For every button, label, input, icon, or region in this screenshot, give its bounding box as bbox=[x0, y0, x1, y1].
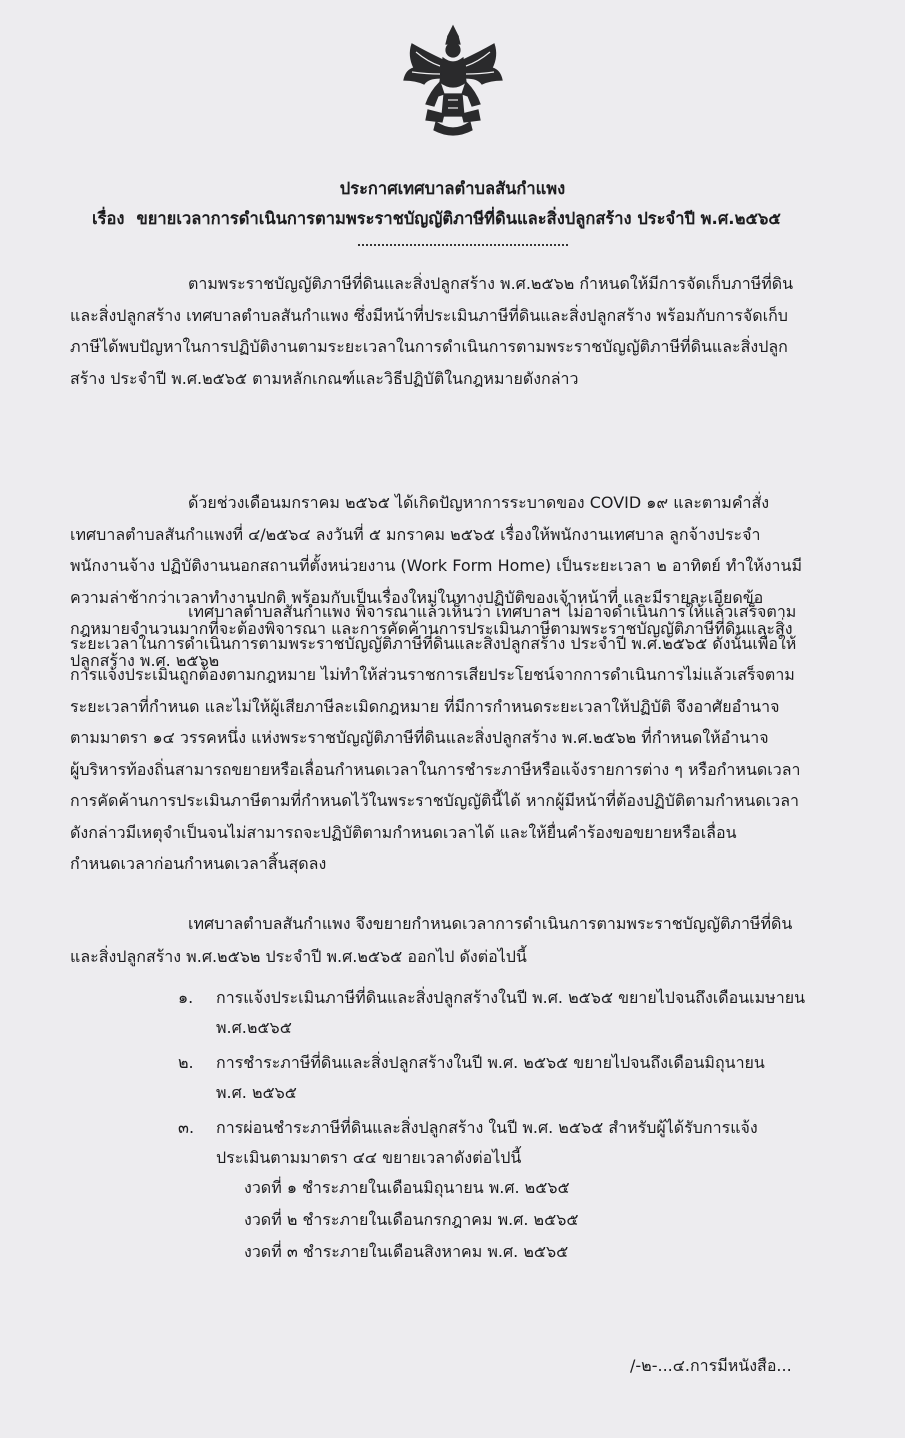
garuda-emblem-icon bbox=[398, 22, 508, 140]
paragraph-line: ตามพระราชบัญญัติภาษีที่ดินและสิ่งปลูกสร้าง พ.ศ.๒๕๖๒ กำหนดให้มีการจัดเก็บภาษีที่ดิน bbox=[188, 274, 794, 293]
next-page-reference: /-๒-...๔.การมีหนังสือ... bbox=[630, 1356, 792, 1375]
item-line: การผ่อนชำระภาษีที่ดินและสิ่งปลูกสร้าง ในปี พ.ศ. ๒๕๖๕ สำหรับผู้ได้รับการแจ้ง bbox=[216, 1118, 758, 1137]
paragraph-line: ระยะเวลาที่กำหนด และไม่ให้ผู้เสียภาษีละเมิดกฎหมาย ที่มีการกำหนดระยะเวลาให้ปฏิบัติ จึงอาศัยอำนาจ bbox=[70, 696, 780, 716]
announcement-subject bbox=[92, 206, 882, 232]
announcement-title: ประกาศเทศบาลตำบลสันกำแพง bbox=[339, 179, 566, 198]
paragraph-line: ความล่าช้ากว่าเวลาทำงานปกติ พร้อมกับเป็นเรื่องใหม่ในทางปฏิบัติของเจ้าหน้าที่ และมีรายละเอียดข้อ bbox=[70, 587, 764, 607]
paragraph-4 bbox=[70, 907, 870, 973]
paragraph-3 bbox=[70, 596, 870, 880]
item-number: ๓. bbox=[178, 1118, 195, 1137]
paragraph-line: เทศบาลตำบลสันกำแพง พิจารณาแล้วเห็นว่า เทศบาลฯ ไม่อาจดำเนินการให้แล้วเสร็จตาม bbox=[188, 602, 797, 621]
item-line: พ.ศ. ๒๕๖๕ bbox=[216, 1083, 297, 1102]
subject-text: ขยายเวลาการดำเนินการตามพระราชบัญญัติภาษีที่ดินและสิ่งปลูกสร้าง ประจำปี พ.ศ.๒๕๖๕ bbox=[136, 209, 781, 228]
subject-label: เรื่อง bbox=[92, 209, 125, 228]
paragraph-line: ปลูกสร้าง พ.ศ. ๒๕๖๒ bbox=[70, 650, 220, 670]
paragraph-1 bbox=[70, 268, 870, 394]
paragraph-line: ภาษีได้พบปัญหาในการปฏิบัติงานตามระยะเวลาในการดำเนินการตามพระราชบัญญัติภาษีที่ดินและสิ่งปลูก bbox=[70, 337, 788, 356]
item-number: ๑. bbox=[178, 988, 194, 1007]
paragraph-line: การคัดค้านการประเมินภาษีตามที่กำหนดไว้ในพระราชบัญญัตินี้ได้ หากผู้มีหน้าที่ต้องปฏิบัติตามกำหนดเวลา bbox=[70, 791, 799, 810]
list-item bbox=[178, 982, 878, 1042]
paragraph-line: การแจ้งประเมินถูกต้องตามกฎหมาย ไม่ทำให้ส่วนราชการเสียประโยชน์จากการดำเนินการไม่แล้วเสร็จตาม bbox=[70, 665, 795, 684]
paragraph-line: กำหนดเวลาก่อนกำหนดเวลาสิ้นสุดลง bbox=[70, 854, 327, 873]
paragraph-line: เทศบาลตำบลสันกำแพงที่ ๔/๒๕๖๔ ลงวันที่ ๕ มกราคม ๒๕๖๕ เรื่องให้พนักงานเทศบาล ลูกจ้างประจำ bbox=[70, 524, 761, 544]
installment-line: งวดที่ ๓ ชำระภายในเดือนสิงหาคม พ.ศ. ๒๕๖๕ bbox=[244, 1242, 569, 1261]
item-number: ๒. bbox=[178, 1053, 194, 1072]
item-line: การแจ้งประเมินภาษีที่ดินและสิ่งปลูกสร้างในปี พ.ศ. ๒๕๖๕ ขยายไปจนถึงเดือนเมษายน bbox=[216, 988, 806, 1007]
paragraph-line: ระยะเวลาในการดำเนินการตามพระราชบัญญัติภาษีที่ดินและสิ่งปลูกสร้าง ประจำปี พ.ศ.๒๕๖๕ ดังนั้นเพื่อให้ bbox=[70, 633, 797, 653]
item-line: พ.ศ.๒๕๖๕ bbox=[216, 1018, 292, 1037]
installment-line: งวดที่ ๒ ชำระภายในเดือนกรกฎาคม พ.ศ. ๒๕๖๕ bbox=[244, 1210, 579, 1229]
list-item bbox=[178, 1047, 878, 1107]
paragraph-line: สร้าง ประจำปี พ.ศ.๒๕๖๕ ตามหลักเกณฑ์และวิธีปฏิบัติในกฎหมายดังกล่าว bbox=[70, 368, 579, 388]
item-line: ประเมินตามมาตรา ๔๔ ขยายเวลาดังต่อไปนี้ bbox=[216, 1148, 522, 1167]
title-divider bbox=[358, 244, 568, 246]
paragraph-line: ดังกล่าวมีเหตุจำเป็นจนไม่สามารถจะปฏิบัติตามกำหนดเวลาได้ และให้ยื่นคำร้องขอขยายหรือเลื่อน bbox=[70, 822, 737, 842]
paragraph-line: พนักงานจ้าง ปฏิบัติงานนอกสถานที่ตั้งหน่วยงาน (Work Form Home) เป็นระยะเวลา ๒ อาทิตย์ ทำให้งานมี bbox=[70, 556, 803, 575]
installment-list bbox=[216, 1172, 878, 1268]
paragraph-line: ด้วยช่วงเดือนมกราคม ๒๕๖๕ ได้เกิดปัญหาการระบาดของ COVID ๑๙ และตามคำสั่ง bbox=[188, 493, 770, 512]
installment-line: งวดที่ ๑ ชำระภายในเดือนมิถุนายน พ.ศ. ๒๕๖๕ bbox=[244, 1178, 570, 1197]
paragraph-line: ผู้บริหารท้องถิ่นสามารถขยายหรือเลื่อนกำหนดเวลาในการชำระภาษีหรือแจ้งรายการต่าง ๆ หรือกำหนดเวลา bbox=[70, 759, 801, 779]
numbered-list bbox=[178, 982, 878, 1273]
list-item bbox=[178, 1112, 878, 1268]
paragraph-line: และสิ่งปลูกสร้าง พ.ศ.๒๕๖๒ ประจำปี พ.ศ.๒๕๖๕ ออกไป ดังต่อไปนี้ bbox=[70, 947, 527, 966]
paragraph-line: เทศบาลตำบลสันกำแพง จึงขยายกำหนดเวลาการดำเนินการตามพระราชบัญญัติภาษีที่ดิน bbox=[188, 914, 793, 933]
paragraph-line: และสิ่งปลูกสร้าง เทศบาลตำบลสันกำแพง ซึ่งมีหน้าที่ประเมินภาษีที่ดินและสิ่งปลูกสร้าง พร้อมกับการจัดเก็บ bbox=[70, 305, 788, 325]
paragraph-line: ตามมาตรา ๑๔ วรรคหนึ่ง แห่งพระราชบัญญัติภาษีที่ดินและสิ่งปลูกสร้าง พ.ศ.๒๕๖๒ ที่กำหนดให้อำนาจ bbox=[70, 728, 769, 747]
paragraph-line: กฎหมายจำนวนมากที่จะต้องพิจารณา และการคัดค้านการประเมินภาษีตามพระราชบัญญัติภาษีที่ดินและสิ่ง bbox=[70, 619, 793, 638]
item-line: การชำระภาษีที่ดินและสิ่งปลูกสร้างในปี พ.ศ. ๒๕๖๕ ขยายไปจนถึงเดือนมิถุนายน bbox=[216, 1053, 765, 1072]
